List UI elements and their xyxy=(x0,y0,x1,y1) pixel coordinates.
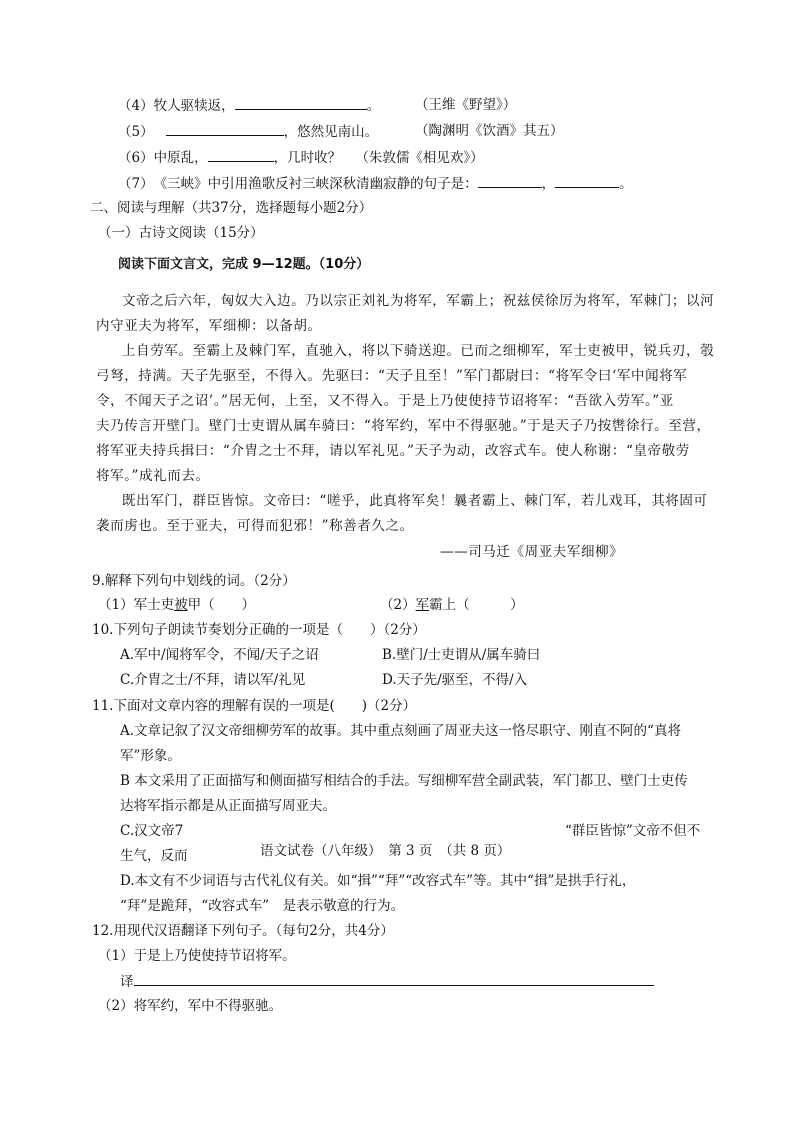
passage-line: 上自劳军。至霸上及棘门军，直驰入，将以下骑送迎。已而之细柳军，军士吏被甲，锐兵刃，彀 xyxy=(122,343,715,359)
q4-end: 。 xyxy=(366,98,381,114)
page-footer: 语文试卷（八年级） 第 3 页 （共 8 页） xyxy=(256,842,514,860)
passage-instruction: 阅读下面文言文，完成 9—12题。（10分） xyxy=(118,257,370,272)
q7-comma: ， xyxy=(541,176,556,192)
q10-option-a: A.军中/闻将军令，不闻/天子之诏 xyxy=(120,647,319,663)
fill-in-q4 xyxy=(118,96,380,115)
translate-label: 译 xyxy=(120,974,134,990)
q11-option-c-cont: 生气，反而 xyxy=(120,848,188,864)
underlined-word: 被 xyxy=(174,597,188,613)
q11-stem: 11.下面对文章内容的理解有误的一项是( )（2分） xyxy=(92,698,417,714)
q6-source: （朱敦儒《相见欢》） xyxy=(355,150,484,166)
q11-option-b: B 本文采用了正面描写和侧面描写相结合的手法。写细柳军营全副武装，军门都卫、壁门士吏传 xyxy=(120,773,688,789)
q7-end: 。 xyxy=(619,176,633,192)
passage-line: 夫乃传言开壁门。壁门士吏谓从属车骑曰：“将军约，军中不得驱驰。”于是天子乃按辔徐行。至营， xyxy=(96,418,711,434)
passage-line: 内守亚夫为将军，军细柳：以备胡。 xyxy=(96,318,322,334)
q10-stem: 10.下列句子朗读节奏划分正确的一项是（ ）（2分） xyxy=(92,622,426,638)
q11-option-a: A.文章记叙了汉文帝细柳劳军的故事。其中重点刻画了周亚夫这一恪尽职守、刚直不阿的“真将 xyxy=(120,723,681,739)
q6-text: （6）中原乱， xyxy=(118,150,208,166)
fill-in-q7 xyxy=(118,174,633,193)
passage-source: ——司马迁《周亚夫军细柳》 xyxy=(440,544,624,560)
q9-item-2: （2）军霸上（ ） xyxy=(380,597,524,613)
q11-option-c-right: “群臣皆惊”文帝不但不 xyxy=(565,823,701,839)
q7-text: （7） 《三峡》中引用渔歌反衬三峡深秋清幽寂静的句子是： xyxy=(118,176,478,192)
q12-sentence-2: （2）将军约，军中不得驱驰。 xyxy=(98,998,283,1014)
answer-blank[interactable] xyxy=(208,148,274,162)
underlined-word: 军 xyxy=(415,597,430,613)
q9-item-1: （1）军士吏被甲（ ） xyxy=(98,597,256,613)
q10-option-c: C.介胄之士/不拜，请以军/礼见 xyxy=(120,672,306,688)
passage-line: 文帝之后六年，匈奴大入边。乃以宗正刘礼为将军，军霸上；祝兹侯徐厉为将军，军棘门；以河 xyxy=(122,293,715,309)
passage-line: 将军。”成礼而去。 xyxy=(96,468,210,484)
q12-sentence-1: （1）于是上乃使使持节诏将军。 xyxy=(98,948,296,964)
passage-line: 将军亚夫持兵揖曰：“介胄之士不拜，请以军礼见。”天子为动，改容式车。使人称谢：“皇帝敬劳 xyxy=(96,443,690,459)
q10-option-b: B.壁门/士吏谓从/属车骑曰 xyxy=(382,647,541,663)
q12-translation-line xyxy=(120,972,654,991)
q12-stem: 12.用现代汉语翻译下列句子。（每句2分，共4分） xyxy=(92,923,394,939)
passage-line: 弓弩，持满。天子先驱至，不得入。先驱曰：“天子且至！”军门都尉曰：“将军令曰‘军中闻将军 xyxy=(96,368,688,384)
q10-option-d: D.天子先/驱至，不得/入 xyxy=(382,672,528,688)
q5-text: （5） xyxy=(118,124,154,140)
q11-option-d-cont: “拜”是跪拜，“改容式车” 是表示敬意的行为。 xyxy=(120,898,405,914)
answer-blank[interactable] xyxy=(555,174,619,188)
q4-text: （4）牧人驱犊返， xyxy=(118,98,235,114)
q11-option-d: D.本文有不少词语与古代礼仪有关。如“揖”“拜”“改容式车”等。其中“揖”是拱手行礼， xyxy=(120,873,636,889)
answer-blank[interactable] xyxy=(478,174,542,188)
answer-blank[interactable] xyxy=(166,122,284,136)
q11-option-a-cont: 军”形象。 xyxy=(120,748,181,764)
q11-option-c: C.汉文帝7 xyxy=(120,823,184,839)
translation-blank[interactable] xyxy=(134,972,654,986)
q9-stem: 9.解释下列句中划线的词。（2分） xyxy=(92,573,296,589)
passage-line: 既出军门，群臣皆惊。文帝曰：“嗟乎，此真将军矣！曩者霸上、棘门军，若儿戏耳，其将固可 xyxy=(122,493,708,509)
q6-end: ，几时收？ xyxy=(273,150,342,166)
q4-source: （王维《野望》） xyxy=(415,97,517,113)
q5-end: ，悠然见南山。 xyxy=(283,124,379,140)
section2-title: 二、阅读与理解（共37分，选择题每小题2分） xyxy=(90,200,373,216)
passage-line: 袭而虏也。至于亚夫，可得而犯邪！”称善者久之。 xyxy=(96,518,414,534)
q5-source: （陶渊明《饮酒》其五） xyxy=(415,123,564,139)
fill-in-q5 xyxy=(118,122,378,141)
passage-line: 令，不闻天子之诏’。”居无何，上至，又不得入。于是上乃使使持节诏将军：“吾欲入劳军。”亚 xyxy=(96,393,674,409)
part1-title: （一）古诗文阅读（15分） xyxy=(98,225,264,241)
q11-option-b-cont: 达将军指示都是从正面描写周亚夫。 xyxy=(120,798,336,814)
fill-in-q6 xyxy=(118,148,484,167)
answer-blank[interactable] xyxy=(235,96,367,110)
